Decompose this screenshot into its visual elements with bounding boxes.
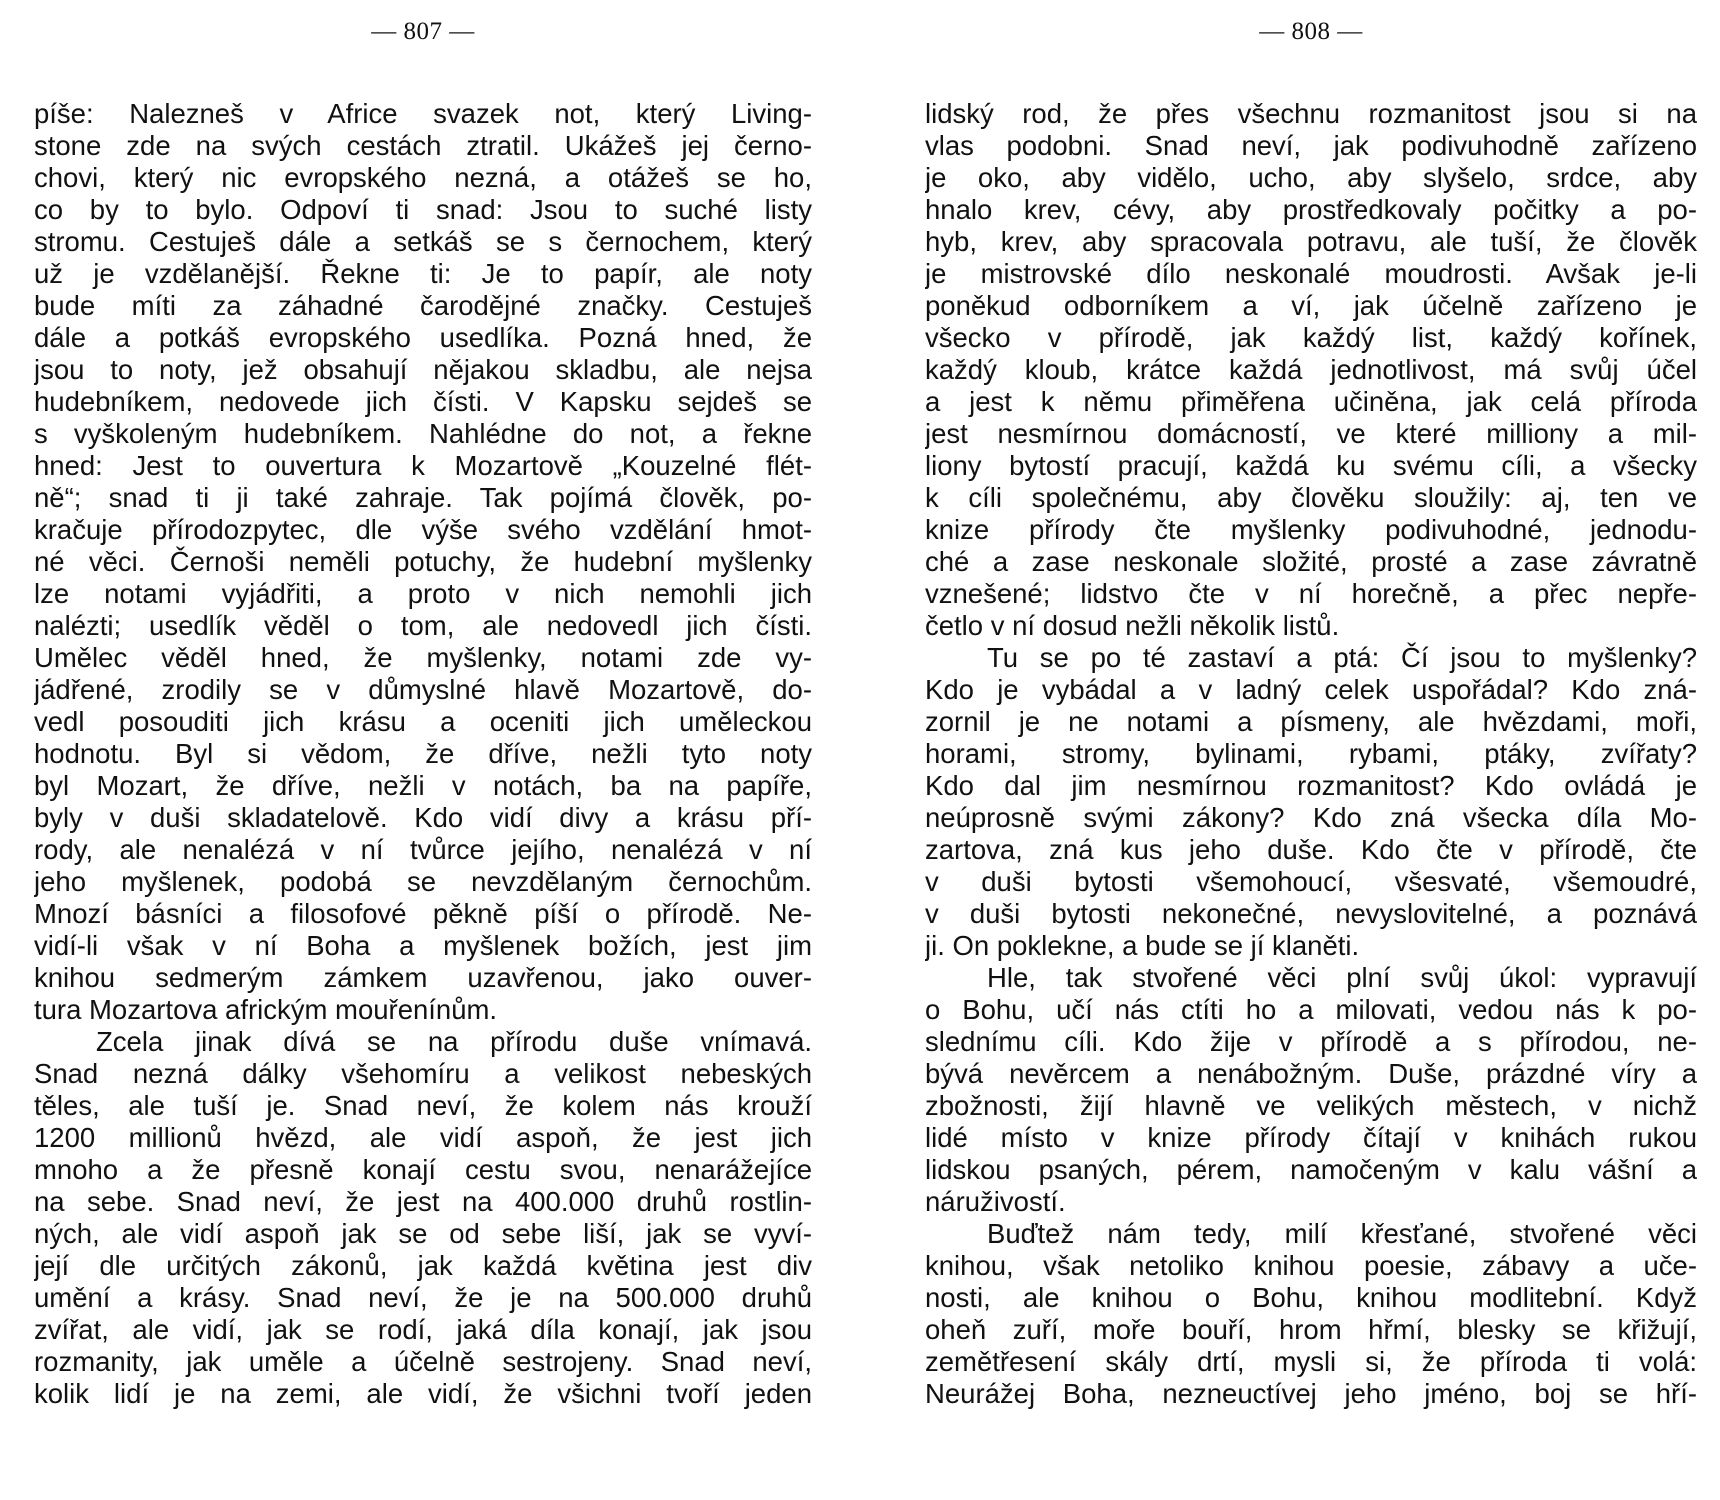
text-line: hyb, krev, aby spracovala potravu, ale tuší, že člověk: [925, 226, 1697, 257]
text-line: stone zde na svých cestách ztratil. Ukážeš jej černo-: [34, 130, 812, 161]
left-page: [34, 0, 812, 1500]
text-line: bývá nevěrcem a nenábožným. Duše, prázdné víry a: [925, 1058, 1697, 1089]
text-line: ně“; snad ti ji také zahraje. Tak pojímá člověk, po-: [34, 482, 812, 513]
text-line: Tu se po té zastaví a ptá: Čí jsou to myšlenky?: [987, 642, 1697, 673]
text-line: lidský rod, že přes všechnu rozmanitost jsou si na: [925, 98, 1697, 129]
text-line: Neurážej Boha, nezneuctívej jeho jméno, boj se hří-: [925, 1378, 1697, 1409]
text-line: kračuje přírodozpytec, dle výše svého vzdělání hmot-: [34, 514, 812, 545]
right-page: [925, 0, 1697, 1500]
text-line: její dle určitých zákonů, jak každá květina jest div: [34, 1250, 812, 1281]
text-line: vidí-li však v ní Boha a myšlenek božích, jest jim: [34, 930, 812, 961]
text-line: jádřené, zrodily se v důmyslné hlavě Mozartově, do-: [34, 674, 812, 705]
text-line: byl Mozart, že dříve, nežli v notách, ba na papíře,: [34, 770, 812, 801]
text-line: zbožnosti, žijí hlavně ve velikých městech, v nichž: [925, 1090, 1697, 1121]
text-line: Kdo dal jim nesmírnou rozmanitost? Kdo ovládá je: [925, 770, 1697, 801]
page-number-right: — 808 —: [1259, 18, 1363, 45]
text-line: lze notami vyjádřiti, a proto v nich nemohli jich: [34, 578, 812, 609]
text-line: četlo v ní dosud nežli několik listů.: [925, 610, 1340, 641]
text-line: rozmanity, jak uměle a účelně sestrojeny. Snad neví,: [34, 1346, 812, 1377]
text-line: a jest k němu přiměřena učiněna, jak celá příroda: [925, 386, 1697, 417]
text-line: 1200 millionů hvězd, ale vidí aspoň, že jest jich: [34, 1122, 812, 1153]
text-line: lidskou psaných, pérem, namočeným v kalu vášní a: [925, 1154, 1697, 1185]
text-line: zartova, zná kus jeho duše. Kdo čte v přírodě, čte: [925, 834, 1697, 865]
text-line: knihou sedmerým zámkem uzavřenou, jako ouver-: [34, 962, 812, 993]
text-line: tura Mozartova africkým mouřenínům.: [34, 994, 498, 1025]
text-line: v duši bytosti všemohoucí, všesvaté, všemoudré,: [925, 866, 1697, 897]
text-line: vlas podobni. Snad neví, jak podivuhodně zařízeno: [925, 130, 1697, 161]
text-line: chovi, který nic evropského nezná, a otážeš se ho,: [34, 162, 812, 193]
text-line: knize přírody čte myšlenky podivuhodné, jednodu-: [925, 514, 1697, 545]
text-line: je oko, aby vidělo, ucho, aby slyšelo, srdce, aby: [925, 162, 1697, 193]
text-line: s vyškoleným hudebníkem. Nahlédne do not, a řekne: [34, 418, 812, 449]
text-line: poněkud odborníkem a ví, jak účelně zařízeno je: [925, 290, 1697, 321]
text-line: mnoho a že přesně konají cestu svou, nenarážejíce: [34, 1154, 812, 1185]
text-line: umění a krásy. Snad neví, že je na 500.000 druhů: [34, 1282, 812, 1313]
text-line: neúprosně svými zákony? Kdo zná všecka díla Mo-: [925, 802, 1697, 833]
text-line: horami, stromy, bylinami, rybami, ptáky, zvířaty?: [925, 738, 1697, 769]
text-line: už je vzdělanější. Řekne ti: Je to papír, ale noty: [34, 258, 812, 289]
text-line: stromu. Cestuješ dále a setkáš se s černochem, který: [34, 226, 812, 257]
text-line: o Bohu, učí nás ctíti ho a milovati, vedou nás k po-: [925, 994, 1697, 1025]
text-line: kolik lidí je na zemi, ale vidí, že všichni tvoří jeden: [34, 1378, 812, 1409]
text-line: nalézti; usedlík věděl o tom, ale nedovedl jich čísti.: [34, 610, 812, 641]
text-line: ných, ale vidí aspoň jak se od sebe liší, jak se vyví-: [34, 1218, 812, 1249]
text-line: ché a zase neskonale složité, prosté a zase závratně: [925, 546, 1697, 577]
text-line: vedl posouditi jich krásu a oceniti jich uměleckou: [34, 706, 812, 737]
text-line: Snad nezná dálky všehomíru a velikost nebeských: [34, 1058, 812, 1089]
text-line: těles, ale tuší je. Snad neví, že kolem nás krouží: [34, 1090, 812, 1121]
text-line: byly v duši skladatelově. Kdo vidí divy a krásu pří-: [34, 802, 812, 833]
text-line: Hle, tak stvořené věci plní svůj úkol: vypravují: [987, 962, 1697, 993]
text-line: Kdo je vybádal a v ladný celek uspořádal? Kdo zná-: [925, 674, 1697, 705]
text-line: píše: Nalezneš v Africe svazek not, který Living-: [34, 98, 812, 129]
text-line: oheň zuří, moře bouří, hrom hřmí, blesky se křižují,: [925, 1314, 1697, 1345]
page-number-left: — 807 —: [371, 18, 475, 45]
text-line: né věci. Černoši neměli potuchy, že hudební myšlenky: [34, 546, 812, 577]
right-text-column: [925, 98, 1697, 1410]
text-line: každý kloub, krátce každá jednotlivost, má svůj účel: [925, 354, 1697, 385]
text-line: dále a potkáš evropského usedlíka. Pozná hned, že: [34, 322, 812, 353]
text-line: bude míti za záhadné čarodějné značky. Cestuješ: [34, 290, 812, 321]
text-line: jest nesmírnou domácností, ve které milliony a mil-: [925, 418, 1697, 449]
text-line: hned: Jest to ouvertura k Mozartově „Kouzelné flét-: [34, 450, 812, 481]
text-line: jeho myšlenek, podobá se nevzdělaným černochům.: [34, 866, 812, 897]
text-line: jsou to noty, jež obsahují nějakou skladbu, ale nejsa: [34, 354, 812, 385]
text-line: je mistrovské dílo neskonalé moudrosti. Avšak je-li: [925, 258, 1697, 289]
text-line: co by to bylo. Odpoví ti snad: Jsou to suché listy: [34, 194, 812, 225]
text-line: Mnozí básníci a filosofové pěkně píší o přírodě. Ne-: [34, 898, 812, 929]
left-text-column: [34, 98, 812, 1410]
text-line: rody, ale nenalézá v ní tvůrce jejího, nenalézá v ní: [34, 834, 812, 865]
text-line: Buďtež nám tedy, milí křesťané, stvořené věci: [987, 1218, 1697, 1249]
text-line: nosti, ale knihou o Bohu, knihou modlitební. Když: [925, 1282, 1697, 1313]
text-line: vznešené; lidstvo čte v ní horečně, a přec nepře-: [925, 578, 1697, 609]
text-line: hnalo krev, cévy, aby prostředkovaly počitky a po-: [925, 194, 1697, 225]
text-line: lidé místo v knize přírody čítají v knihách rukou: [925, 1122, 1697, 1153]
text-line: liony bytostí pracují, každá ku svému cíli, a všecky: [925, 450, 1697, 481]
text-line: hodnotu. Byl si vědom, že dříve, nežli tyto noty: [34, 738, 812, 769]
text-line: všecko v přírodě, jak každý list, každý kořínek,: [925, 322, 1697, 353]
text-line: slednímu cíli. Kdo žije v přírodě a s přírodou, ne-: [925, 1026, 1697, 1057]
text-line: v duši bytosti nekonečné, nevyslovitelné, a poznává: [925, 898, 1697, 929]
text-line: zvířat, ale vidí, jak se rodí, jaká díla konají, jak jsou: [34, 1314, 812, 1345]
text-line: zemětřesení skály drtí, mysli si, že příroda ti volá:: [925, 1346, 1697, 1377]
text-line: k cíli společnému, aby člověku sloužily: aj, ten ve: [925, 482, 1697, 513]
text-line: na sebe. Snad neví, že jest na 400.000 druhů rostlin-: [34, 1186, 812, 1217]
text-line: knihou, však netoliko knihou poesie, zábavy a uče-: [925, 1250, 1697, 1281]
text-line: Umělec věděl hned, že myšlenky, notami zde vy-: [34, 642, 812, 673]
text-line: zornil je ne notami a písmeny, ale hvězdami, moři,: [925, 706, 1697, 737]
text-line: Zcela jinak dívá se na přírodu duše vnímavá.: [96, 1026, 812, 1057]
text-line: ji. On poklekne, a bude se jí klaněti.: [925, 930, 1360, 961]
text-line: náruživostí.: [925, 1186, 1066, 1217]
text-line: hudebníkem, nedovede jich čísti. V Kapsku sejdeš se: [34, 386, 812, 417]
